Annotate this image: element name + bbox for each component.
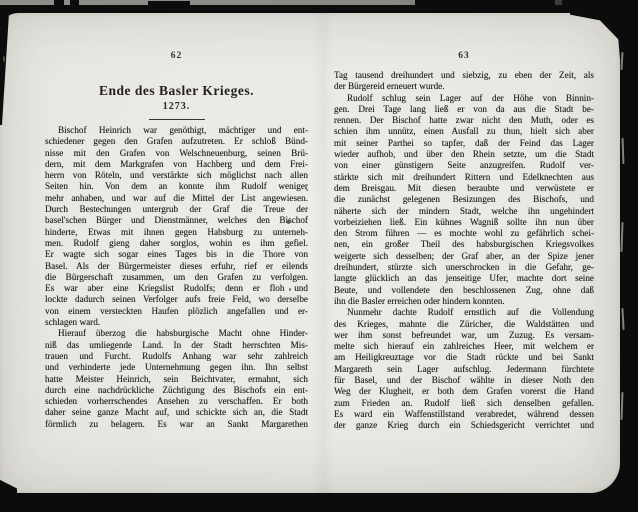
text-line: hatte Meister Heinrich, sein Beichtvater, ermahnt, sich	[45, 373, 308, 384]
text-line: nisse mit den Grafen von Welschneuenburg, seinen Brü-	[45, 147, 308, 158]
text-line: Es ward ein Waffenstillstand verabredet, während dessen	[334, 408, 594, 419]
chapter-title: Ende des Basler Krieges.	[99, 83, 254, 98]
text-line: dreihundert, stürzte sich unerschrocken in die Gefahr, ge-	[334, 262, 594, 273]
text-line: mehr anhaben, und war auf die Mittel der List angewiesen.	[45, 192, 308, 203]
text-line: näherte sich der mindern Stadt, welche ihn ungehindert	[334, 205, 594, 216]
page-62	[45, 50, 308, 430]
text-line: Weg der Klugheit, er both dem Grafen vorerst die Hand	[334, 386, 594, 397]
text-line: Bischof Heinrich war genöthigt, mächtiger und ent-	[58, 125, 308, 135]
text-line: Seiten hin. Von dem an konnte ihm Rudolf weniger	[45, 181, 308, 192]
text-line: Tag tausend dreihundert und siebzig, zu eben der Zeit, als	[334, 70, 594, 80]
scan-edge-artifact	[54, 0, 64, 9]
text-line: den Strom führen — es mochte wohl zu gefährlich schei-	[334, 228, 594, 239]
text-line: melte sich hierauf ein zahlreiches Heer, mit welchem er	[334, 341, 594, 352]
text-line: und verhinderte jede Unternehmung gegen ihn. Ihn selbst	[45, 362, 308, 373]
text-line: Margareth sein Lager aufschlug. Jedermann fürchtete	[334, 363, 594, 374]
text-line: ihn die Basler erreichen oder hindern konnten.	[334, 295, 505, 306]
text-line: schieden vorherrschendes Ansehen zu verschaffen. Er both	[45, 396, 308, 407]
text-line: niß das umliegende Land. In der Stadt herrschten Mis-	[45, 339, 308, 350]
text-line: Er wagte sich sogar eines Tages bis in die Thore von	[45, 249, 308, 260]
text-line: men. Rudolf gieng daher sorglos, wohin es ihm gefiel.	[45, 237, 308, 248]
text-line: von einem versteckten Haufen plözlich angefallen und er-	[45, 305, 308, 316]
page-edge-mark	[622, 138, 625, 164]
text-line: rennen. Der Bischof hatte zwar nicht den Muth, oder es	[334, 115, 594, 126]
text-line: lockte dadurch seinen Verfolger aufs freie Feld, wo derselbe	[45, 294, 308, 305]
text-line: hinderte, Etwas mit ihnen gegen Habsburg zu unterneh-	[45, 226, 308, 237]
chapter-year: 1273.	[162, 101, 191, 112]
text-line: dem Breisgau. Mit diesen beraubte und verwüstete er	[334, 182, 594, 193]
page-edge-mark	[621, 308, 624, 330]
text-line: Durch Bestechungen untergrub der Graf die Treue der	[45, 204, 308, 215]
page-edge-mark	[620, 222, 623, 252]
scan-edge-artifact	[70, 0, 79, 10]
text-line: langte glücklich an das jenseitige Ufer, machte dort seine	[334, 273, 594, 284]
page-edge-mark	[621, 392, 624, 420]
text-line: die Bürgerschaft zusammen, um den Grafen zu verfolgen.	[45, 271, 308, 282]
text-line: die zunächst gelegenen Besizungen des Bischofs, und	[334, 194, 594, 205]
text-line: der Bürgereid erneuert wurde.	[334, 81, 445, 92]
scan-edge-artifact	[148, 1, 190, 5]
body-text-right	[334, 70, 594, 432]
text-line: durch eine nachdrückliche Züchtigung des Bischofs ein ent-	[45, 384, 308, 395]
text-line: basel'schen Bürger und Dienstmänner, welches den Bischof	[45, 215, 308, 226]
text-line: von einer günstigern Seite anzugreifen. Rudolf ver-	[334, 160, 594, 171]
text-line: Basel. Als der Bürgermeister dieses erfuhr, rief er eilends	[45, 260, 308, 271]
text-line: am Heiligkreuztage vor die Stadt rückte und bei Sankt	[334, 352, 594, 363]
text-line: stärkte sich mit dreihundert Rittern und Edelknechten aus	[334, 171, 594, 182]
text-line: schien ihm unnütz, einen Ausfall zu thun, hielt sich aber	[334, 126, 594, 137]
text-line: gen. Drei Tage lang ließ er von da aus die Stadt be-	[334, 103, 594, 114]
text-line: schiedener gegen den Grafen aufzutreten. Er schloß Bünd-	[45, 136, 308, 147]
dust-speck	[3, 56, 5, 62]
text-line: vorbeiziehen ließ. Ein kühnes Wagniß sollte ihn nun über	[334, 216, 594, 227]
body-text-left	[45, 125, 308, 430]
text-line: Rudolf schlug sein Lager auf der Höhe von Binnin-	[347, 92, 594, 103]
text-line: daher seine ganze Macht auf, und schickte sich an, die Stadt	[45, 407, 308, 418]
text-line: Es war aber eine Kriegslist Rudolfs; denn er floh und	[45, 283, 308, 294]
page-63	[334, 50, 594, 432]
text-line: weigerte sich desselben; der Graf aber, an der Spize jener	[334, 250, 594, 261]
text-line: mit seiner Parthei so tapfer, daß der Feind das Lager	[334, 137, 594, 148]
page-number-right: 63	[458, 51, 470, 61]
text-line: dern, mit dem Markgrafen von Hachberg und dem Frei-	[45, 158, 308, 169]
chapter-heading	[45, 84, 308, 120]
scan-edge-artifact	[415, 0, 555, 7]
page-gutter	[312, 13, 334, 493]
text-line: förmlich zu belagern. Es war an Sankt Margarethen	[45, 418, 308, 429]
text-line: nen, ein großer Theil des habsburgischen Kriegsvolkes	[334, 239, 594, 250]
text-line: für Basel, und der Bischof wählte in dieser Noth den	[334, 375, 594, 386]
text-line: wer ihm sonst befreundet war, um Zuzug. Es versam-	[334, 329, 594, 340]
heading-divider	[149, 119, 205, 120]
text-line: Hierauf überzog die habsburgische Macht ohne Hinder-	[58, 328, 308, 339]
text-line: Nunmehr dachte Rudolf ernstlich auf die Vollendung	[347, 307, 594, 318]
text-line: zum Frieden an. Rudolf ließ sich denselben gefallen.	[334, 397, 594, 408]
page-number-left: 62	[170, 51, 183, 61]
text-line: der ganze Krieg durch ein Schiedsgericht verrichtet und	[334, 420, 594, 431]
text-line: trauen und Furcht. Rudolfs Anhang war sehr zahlreich	[45, 350, 308, 361]
text-line: schlagen ward.	[45, 317, 101, 328]
text-line: des Krieges, mahnte die Züricher, die Waldstätten und	[334, 318, 594, 329]
text-line: herrn von Röteln, und verstärkte sich möglichst nach allen	[45, 170, 308, 181]
text-line: Beute, und vollendete den beschlossenen Zug, ohne daß	[334, 284, 594, 295]
text-line: wieder aufhob, und über den Rhein setzte, um die Stadt	[334, 149, 594, 160]
